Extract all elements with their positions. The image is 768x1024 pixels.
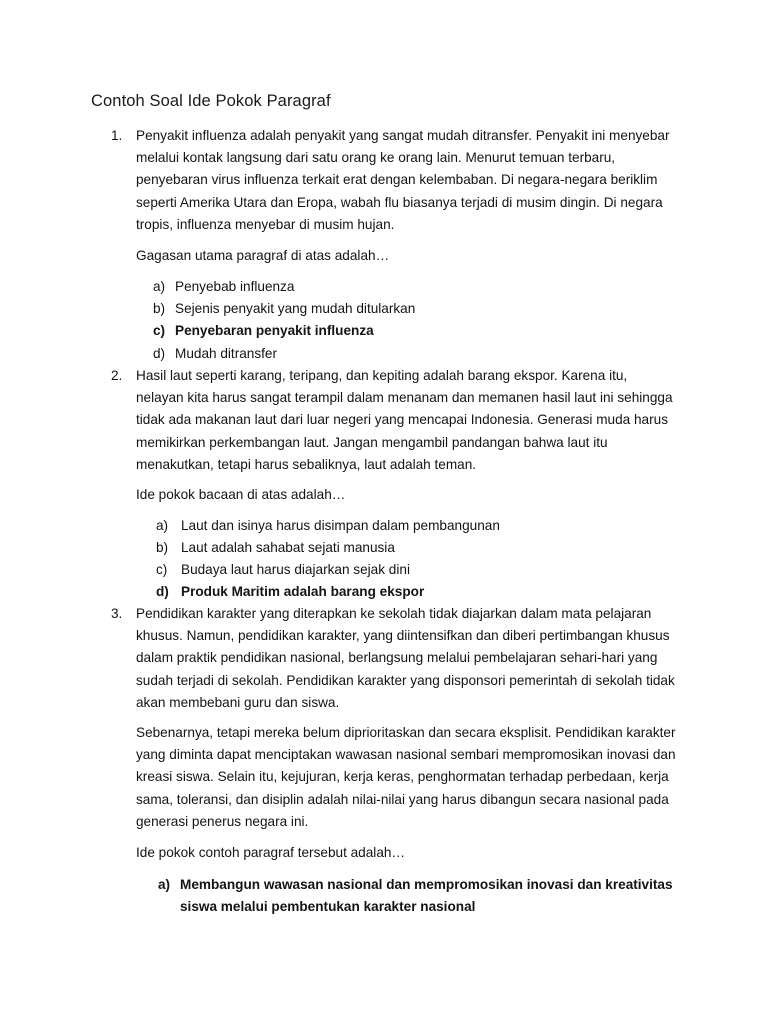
option-text: Budaya laut harus diajarkan sejak dini <box>181 562 410 577</box>
question-2-paragraph: Hasil laut seperti karang, teripang, dan kepiting adalah barang ekspor. Karena itu, nelayan kita harus sangat terampil dalam menanam dan memanen hasil laut ini sehingga tidak ada makanan laut dari luar negeri yang mencapai Indonesia. Generasi muda harus memikirkan perkembangan laut. Jangan mengambil pandangan bahwa laut itu menakutkan, tetapi harus sebaliknya, laut adalah teman. <box>136 368 673 472</box>
question-2-option-d-answer <box>156 581 424 603</box>
option-text: Membangun wawasan nasional dan mempromosikan inovasi dan kreativitas siswa melalui pembentukan karakter nasional <box>180 877 673 914</box>
question-3-paragraph-1: Pendidikan karakter yang diterapkan ke sekolah tidak diajarkan dalam mata pelajaran khusus. Namun, pendidikan karakter, yang diintensifkan dan diberi pertimbangan khusus dalam praktik pendidikan nasional, berlangsung melalui pembelajaran sehari-hari yang sudah terjadi di sekolah. Pendidikan karakter yang disponsori pemerintah di sekolah tidak akan membebani guru dan siswa. <box>136 606 675 710</box>
option-label: a) <box>158 877 171 892</box>
question-1-paragraph: Penyakit influenza adalah penyakit yang sangat mudah ditransfer. Penyakit ini menyebar melalui kontak langsung dari satu orang ke orang lain. Menurut temuan terbaru, penyebaran virus influenza terkait erat dengan kelembaban. Di negara-negara beriklim seperti Amerika Utara dan Eropa, wabah flu biasanya terjadi di musim dingin. Di negara tropis, influenza menyebar di musim hujan. <box>136 128 670 232</box>
option-label: b) <box>156 540 169 555</box>
question-1-option-b <box>153 298 415 320</box>
question-1-number: 1. <box>111 128 123 143</box>
question-1-option-d <box>153 343 277 365</box>
option-label: b) <box>153 301 166 316</box>
question-2-option-a <box>156 515 500 537</box>
option-text: Penyebaran penyakit influenza <box>175 323 374 338</box>
option-label: c) <box>153 323 166 338</box>
option-text: Produk Maritim adalah barang ekspor <box>181 584 425 599</box>
option-text: Mudah ditransfer <box>175 346 278 361</box>
option-label: a) <box>153 279 166 294</box>
question-3-paragraph-2: Sebenarnya, tetapi mereka belum diprioritaskan dan secara eksplisit. Pendidikan karakter yang diminta dapat menciptakan wawasan nasional sembari mempromosikan inovasi dan kreasi siswa. Selain itu, kejujuran, kerja keras, penghormatan terhadap perbedaan, kerja sama, toleransi, dan disiplin adalah nilai-nilai yang harus dibangun secara nasional pada generasi penerus negara ini. <box>136 725 676 829</box>
option-label: c) <box>156 562 168 577</box>
question-2-option-b <box>156 537 395 559</box>
page-title: Contoh Soal Ide Pokok Paragraf <box>91 92 331 110</box>
option-label: d) <box>153 346 166 361</box>
question-3-prompt: Ide pokok contoh paragraf tersebut adalah… <box>136 845 406 860</box>
question-1-prompt: Gagasan utama paragraf di atas adalah… <box>136 248 390 263</box>
option-label: d) <box>156 584 169 599</box>
option-text: Laut adalah sahabat sejati manusia <box>181 540 395 555</box>
question-2-prompt: Ide pokok bacaan di atas adalah… <box>136 487 346 502</box>
option-label: a) <box>156 518 169 533</box>
question-1-option-a <box>153 276 294 298</box>
question-3-number: 3. <box>111 606 123 621</box>
question-2-option-c <box>156 559 410 581</box>
option-text: Laut dan isinya harus disimpan dalam pembangunan <box>181 518 500 533</box>
question-1-option-c-answer <box>153 320 374 342</box>
question-2-number: 2. <box>111 368 123 383</box>
option-text: Penyebab influenza <box>175 279 295 294</box>
option-text: Sejenis penyakit yang mudah ditularkan <box>175 301 416 316</box>
